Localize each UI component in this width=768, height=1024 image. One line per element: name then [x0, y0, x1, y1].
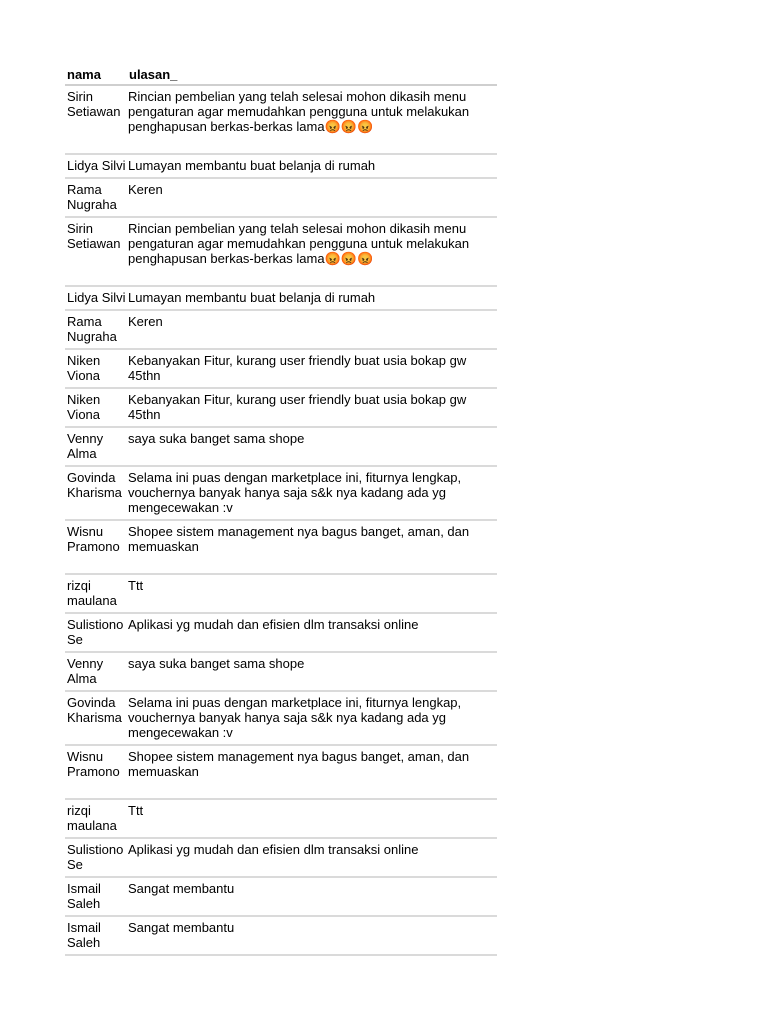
reviewer-name-cell: Govinda Kharisma	[65, 466, 127, 520]
review-text: Kebanyakan Fitur, kurang user friendly buat usia bokap gw 45thn	[128, 353, 467, 383]
table-header-row	[65, 64, 497, 85]
table-body	[65, 85, 497, 955]
review-text: Shopee sistem management nya bagus banget, aman, dan memuaskan	[128, 524, 470, 554]
table-row	[65, 286, 497, 310]
review-text: saya suka banget sama shope	[128, 656, 305, 671]
review-text-cell	[127, 178, 497, 217]
review-text-cell	[127, 154, 497, 178]
reviewer-name-cell: Govinda Kharisma	[65, 691, 127, 745]
reviewer-name-cell: Lidya Silvi	[65, 154, 127, 178]
review-text: Rincian pembelian yang telah selesai mohon dikasih menu pengaturan agar memudahkan pengguna untuk melakukan penghapusan berkas-berkas lama😡😡😡	[128, 89, 470, 134]
table-row	[65, 520, 497, 574]
review-text: Lumayan membantu buat belanja di rumah	[128, 290, 376, 305]
reviewer-name-cell: rizqi maulana	[65, 574, 127, 613]
table-row	[65, 466, 497, 520]
review-text: Rincian pembelian yang telah selesai mohon dikasih menu pengaturan agar memudahkan pengguna untuk melakukan penghapusan berkas-berkas lama😡😡😡	[128, 221, 470, 266]
review-text-cell	[127, 799, 497, 838]
review-text-cell	[127, 466, 497, 520]
review-text-cell	[127, 574, 497, 613]
review-text-cell	[127, 217, 497, 286]
table-row	[65, 838, 497, 877]
reviewer-name-cell: Venny Alma	[65, 427, 127, 466]
reviewer-name-cell: Ismail Saleh	[65, 877, 127, 916]
review-text-cell	[127, 388, 497, 427]
review-text-cell	[127, 310, 497, 349]
review-text: Ttt	[128, 803, 144, 818]
review-text-cell	[127, 520, 497, 574]
review-text: Aplikasi yg mudah dan efisien dlm transaksi online	[128, 842, 419, 857]
review-text: Aplikasi yg mudah dan efisien dlm transaksi online	[128, 617, 419, 632]
table-row	[65, 877, 497, 916]
review-text: Keren	[128, 182, 163, 197]
review-text: saya suka banget sama shope	[128, 431, 305, 446]
review-text: Selama ini puas dengan marketplace ini, fiturnya lengkap, vouchernya banyak hanya saja s&k nya kadang ada yg mengecewakan :v	[128, 470, 462, 515]
table-row	[65, 349, 497, 388]
reviews-table	[65, 64, 497, 956]
review-text-cell	[127, 877, 497, 916]
table-row	[65, 388, 497, 427]
table-row	[65, 691, 497, 745]
reviewer-name-cell: Rama Nugraha	[65, 310, 127, 349]
review-text-cell	[127, 838, 497, 877]
table-row	[65, 310, 497, 349]
reviewer-name-cell: rizqi maulana	[65, 799, 127, 838]
reviewer-name-cell: Sulistiono Se	[65, 613, 127, 652]
reviewer-name-cell: Wisnu Pramono	[65, 520, 127, 574]
review-text: Ttt	[128, 578, 144, 593]
review-text: Kebanyakan Fitur, kurang user friendly buat usia bokap gw 45thn	[128, 392, 467, 422]
reviewer-name-cell: Sirin Setiawan	[65, 85, 127, 154]
review-text-cell	[127, 691, 497, 745]
review-text: Keren	[128, 314, 163, 329]
review-text-cell	[127, 745, 497, 799]
review-text: Selama ini puas dengan marketplace ini, fiturnya lengkap, vouchernya banyak hanya saja s&k nya kadang ada yg mengecewakan :v	[128, 695, 462, 740]
table-row	[65, 85, 497, 154]
review-text: Lumayan membantu buat belanja di rumah	[128, 158, 376, 173]
trailing-blank-line	[128, 134, 497, 149]
review-text-cell	[127, 427, 497, 466]
review-text: Sangat membantu	[128, 920, 235, 935]
table-row	[65, 217, 497, 286]
review-text: Sangat membantu	[128, 881, 235, 896]
reviewer-name-cell: Niken Viona	[65, 349, 127, 388]
reviewer-name-cell: Wisnu Pramono	[65, 745, 127, 799]
review-text-cell	[127, 85, 497, 154]
reviewer-name-cell: Sirin Setiawan	[65, 217, 127, 286]
reviewer-name-cell: Sulistiono Se	[65, 838, 127, 877]
reviewer-name-cell: Venny Alma	[65, 652, 127, 691]
table-row	[65, 652, 497, 691]
review-text-cell	[127, 613, 497, 652]
trailing-blank-line	[128, 266, 497, 281]
table-row	[65, 154, 497, 178]
review-text-cell	[127, 652, 497, 691]
review-text-cell	[127, 916, 497, 955]
reviewer-name-cell: Lidya Silvi	[65, 286, 127, 310]
table-row	[65, 916, 497, 955]
review-text: Shopee sistem management nya bagus banget, aman, dan memuaskan	[128, 749, 470, 779]
reviewer-name-cell: Niken Viona	[65, 388, 127, 427]
column-header-ulasan: ulasan_	[127, 64, 497, 85]
trailing-blank-line	[128, 554, 497, 569]
column-header-nama: nama	[65, 64, 127, 85]
reviewer-name-cell: Rama Nugraha	[65, 178, 127, 217]
table-row	[65, 574, 497, 613]
reviewer-name-cell: Ismail Saleh	[65, 916, 127, 955]
review-text-cell	[127, 286, 497, 310]
table-row	[65, 178, 497, 217]
table-row	[65, 799, 497, 838]
review-text-cell	[127, 349, 497, 388]
table-row	[65, 745, 497, 799]
trailing-blank-line	[128, 779, 497, 794]
table-row	[65, 427, 497, 466]
table-row	[65, 613, 497, 652]
